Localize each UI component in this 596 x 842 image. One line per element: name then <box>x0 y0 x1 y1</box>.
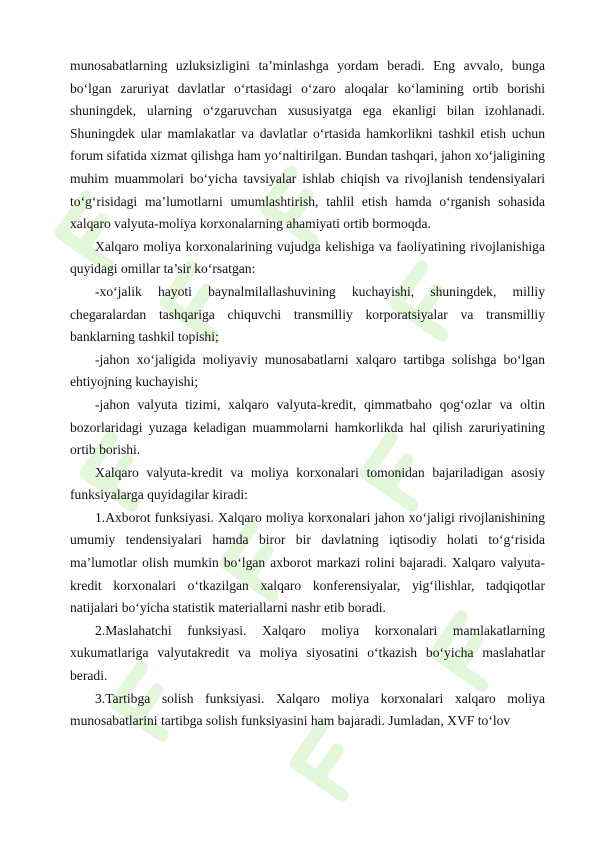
list-item: -jahon xo‘jaligida moliyaviy munosabatlarni xalqaro tartibga solishga bo‘lgan ehtiyojning kuchayishi; <box>70 351 545 390</box>
watermark-mark <box>296 727 367 795</box>
paragraph: Xalqaro moliya korxonalarining vujudga kelishiga va faoliyatining rivojlanishiga quyidagi omillar ta’sir ko‘rsatgan: <box>70 238 545 277</box>
paragraph: munosabatlarning uzluksizligini ta’minlashga yordam beradi. Eng avvalo, bunga bo‘lgan zaruriyat davlatlar o‘rtasidagi o‘zaro aloqalar ko‘lamining ortib borishi shuningdek, ularning o‘zgaruvchan xususiyatga ega ekanligi bilan izohlanadi. Shuningdek ular mamlakatlar va davlatlar o‘rtasida hamkorlikni tashkil etish uchun forum sifatida xizmat qilishga ham yo‘naltirilgan. Bundan tashqari, jahon xo‘jaligining muhim muammolari bo‘yicha tavsiyalar ishlab chiqish va rivojlanish tendensiyalari to‘g‘risidagi ma’lumotlarni umumlashtirish, tahlil etish hamda o‘rganish sohasida xalqaro valyuta-moliya korxonalarning ahamiyati ortib bormoqda. <box>70 58 545 232</box>
list-item: -jahon valyuta tizimi, xalqaro valyuta-kredit, qimmatbaho qog‘ozlar va oltin bozorlaridagi yuzaga keladigan muammolarni hamkorlikda hal qilish zaruriyatining ortib borishi. <box>70 396 545 458</box>
numbered-item: 2.Maslahatchi funksiyasi. Xalqaro moliya korxonalari mamlakatlarning xukumatlariga valyutakredit va moliya siyosatini o‘tkazish bo‘yicha maslahatlar beradi. <box>70 622 545 684</box>
paragraph: Xalqaro valyuta-kredit va moliya korxonalari tomonidan bajariladigan asosiy funksiyalarga quyidagilar kiradi: <box>70 464 545 503</box>
numbered-item: 1.Axborot funksiyasi. Xalqaro moliya korxonalari jahon xo‘jaligi rivojlanishining umumiy tendensiyalari hamda biror bir davlatning iqtisodiy holati to‘g‘risida ma’lumotlar olish mumkin bo‘lgan axborot markazi rolini bajaradi. Xalqaro valyuta-kredit korxonalari o‘tkazilgan xalqaro konferensiyalar, yig‘ilishlar, tadqiqotlar natijalari bo‘yicha statistik materiallarni nashr etib boradi. <box>70 509 545 616</box>
list-item: -xo‘jalik hayoti baynalmilallashuvining kuchayishi, shuningdek, milliy chegaralardan tashqariga chiquvchi transmilliy korporatsiyalar va transmilliy banklarning tashkil topishi; <box>70 283 545 345</box>
numbered-item: 3.Tartibga solish funksiyasi. Xalqaro moliya korxonalari xalqaro moliya munosabatlarini tartibga solish funksiyasini ham bajaradi. Jumladan, XVF to‘lov <box>70 690 545 729</box>
body-text <box>70 55 545 733</box>
